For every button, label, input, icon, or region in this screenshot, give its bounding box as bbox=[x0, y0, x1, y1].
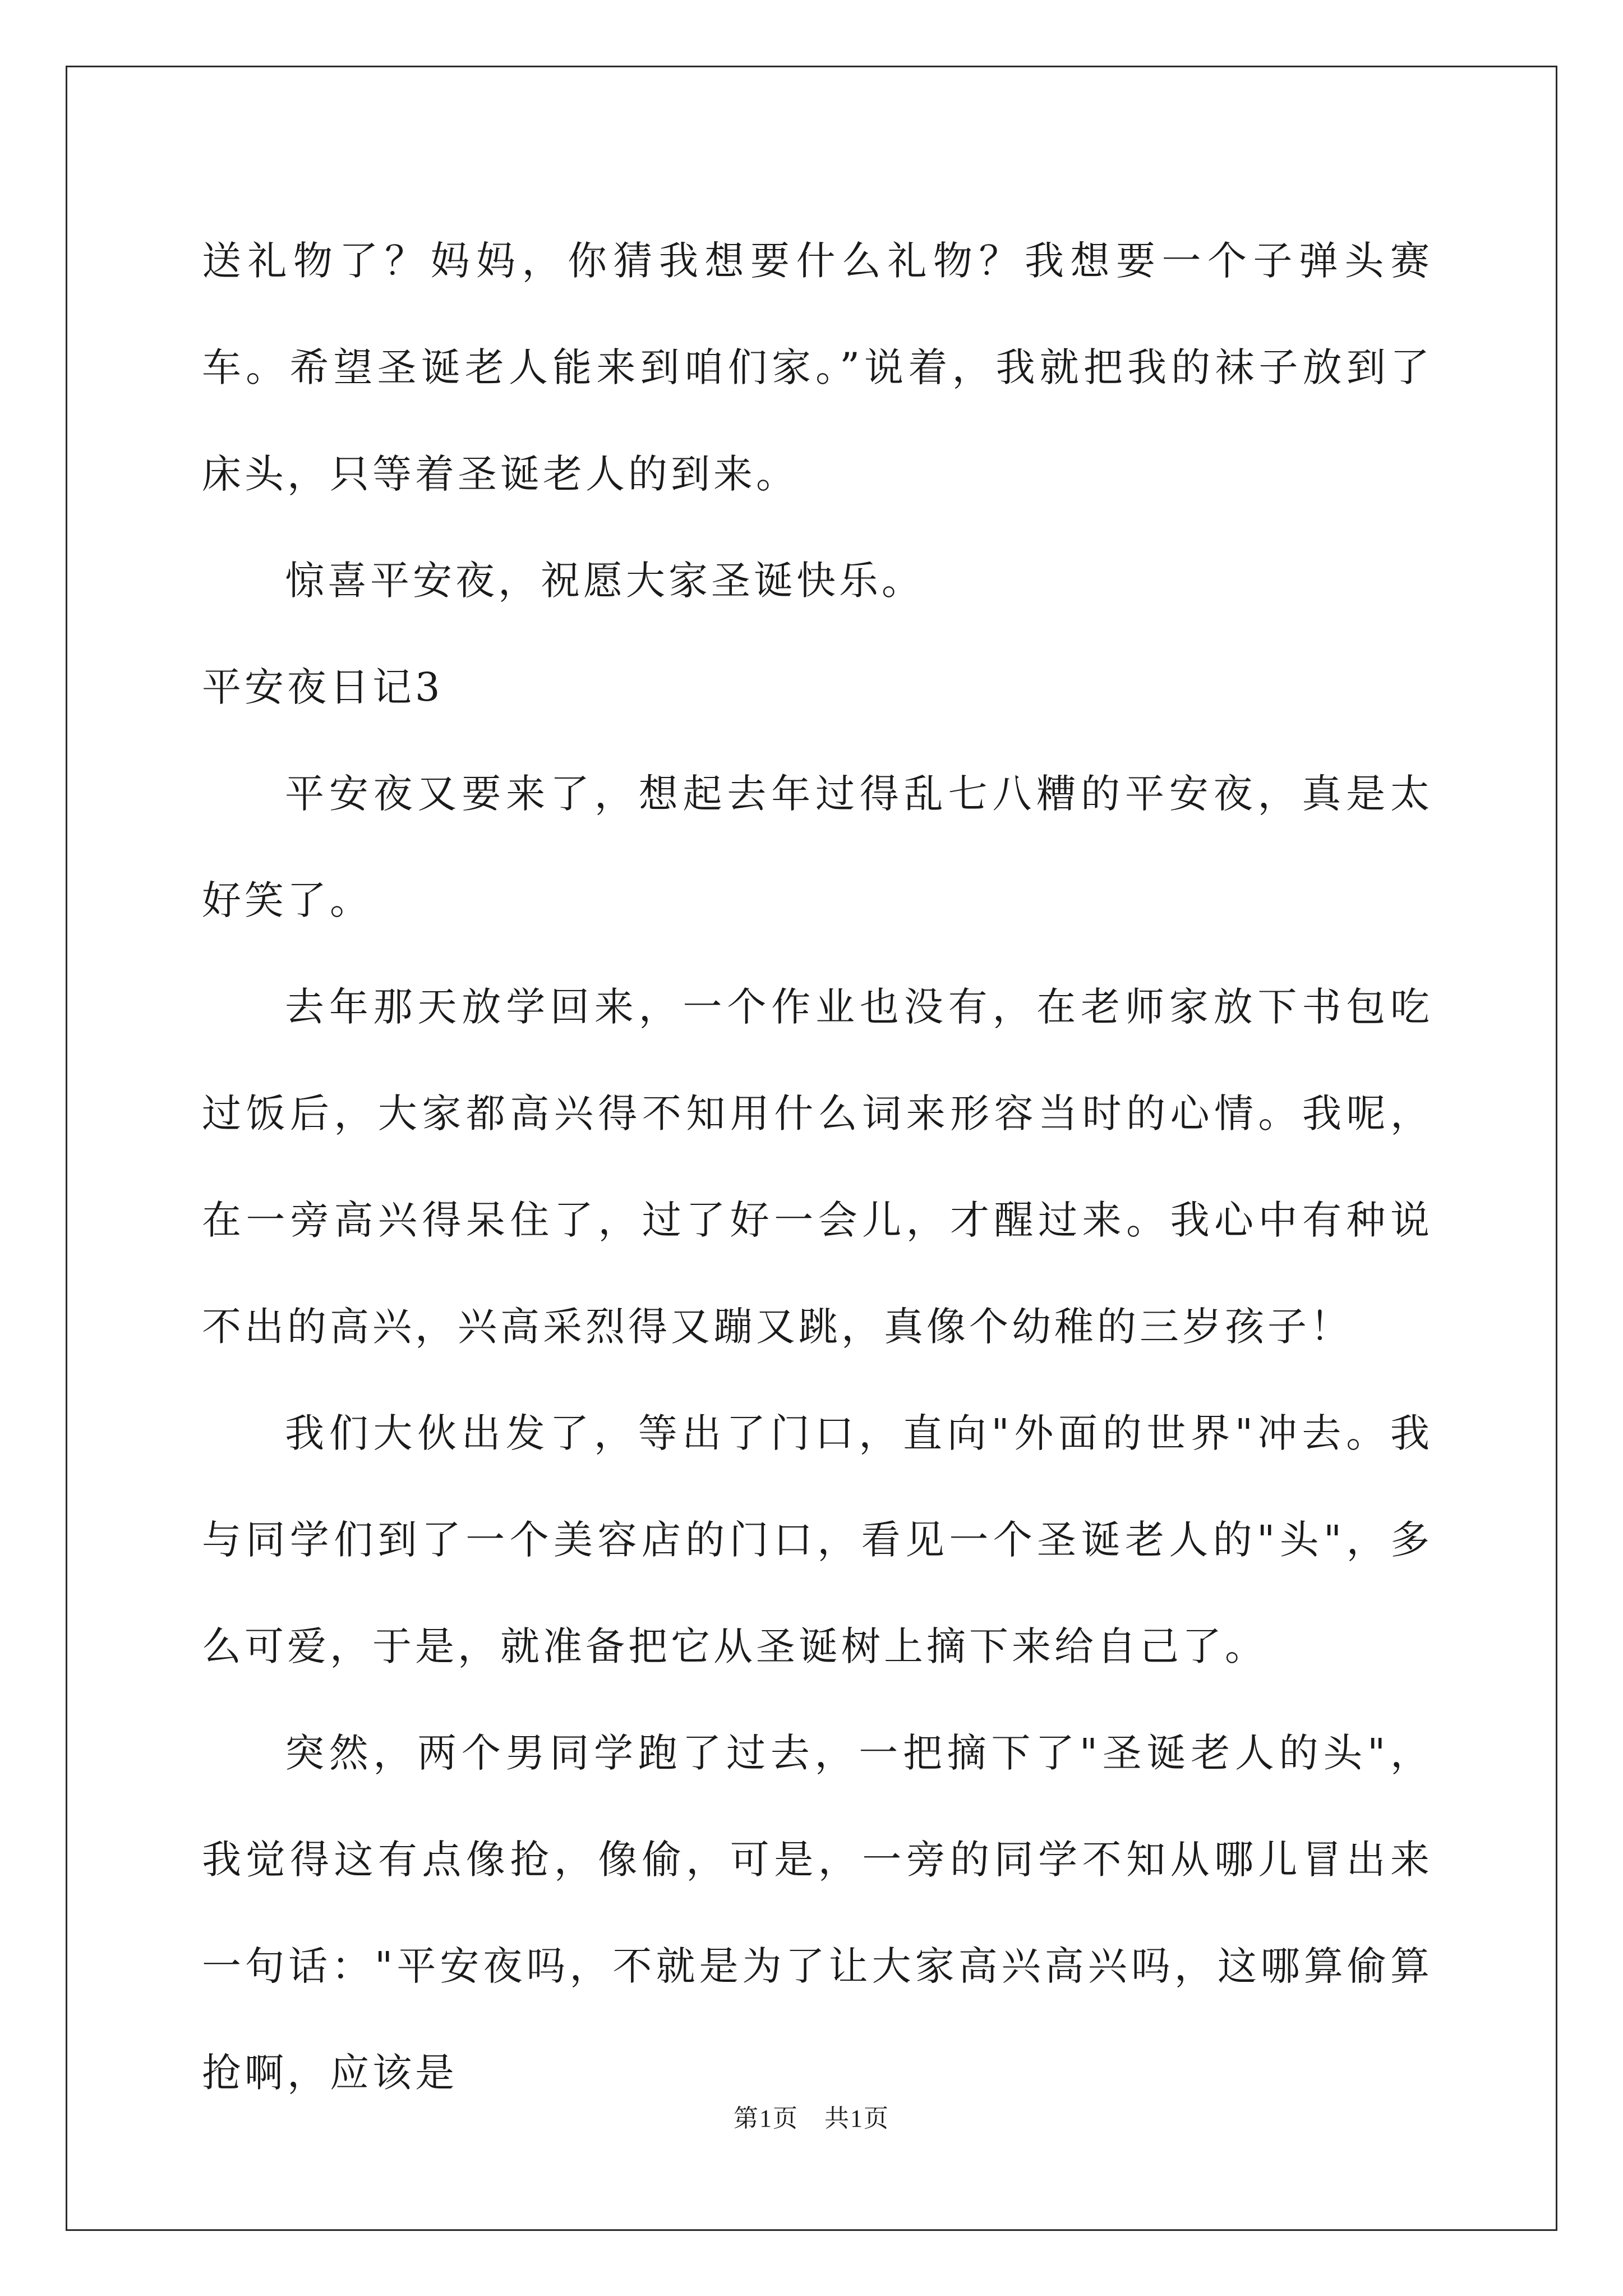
paragraph: 送礼物了？妈妈，你猜我想要什么礼物？我想要一个子弹头赛车。希望圣诞老人能来到咱们家。”说着，我就把我的袜子放到了床头，只等着圣诞老人的到来。 bbox=[202, 238, 1433, 497]
paragraph: 去年那天放学回来，一个作业也没有，在老师家放下书包吃过饭后，大家都高兴得不知用什么词来形容当时的心情。我呢，在一旁高兴得呆住了，过了好一会儿，才醒过来。我心中有种说不出的高兴，兴高采烈得又蹦又跳，真像个幼稚的三岁孩子！ bbox=[202, 984, 1433, 1350]
paragraph: 我们大伙出发了，等出了门口，直向"外面的世界"冲去。我与同学们到了一个美容店的门口，看见一个圣诞老人的"头"，多么可爱，于是，就准备把它从圣诞树上摘下来给自己了。 bbox=[202, 1410, 1433, 1669]
section-heading: 平安夜日记3 bbox=[202, 664, 444, 710]
page-number-footer: 第1页 共1页 bbox=[734, 2105, 889, 2132]
document-body bbox=[202, 208, 1433, 2126]
paragraph: 平安夜又要来了，想起去年过得乱七八糟的平安夜，真是太好笑了。 bbox=[202, 771, 1433, 923]
paragraph: 突然，两个男同学跑了过去，一把摘下了"圣诞老人的头"，我觉得这有点像抢，像偷，可是，一旁的同学不知从哪儿冒出来一句话："平安夜吗，不就是为了让大家高兴高兴吗，这哪算偷算抢啊，应该是 bbox=[202, 1730, 1433, 2096]
paragraph: 惊喜平安夜，祝愿大家圣诞快乐。 bbox=[285, 558, 924, 604]
